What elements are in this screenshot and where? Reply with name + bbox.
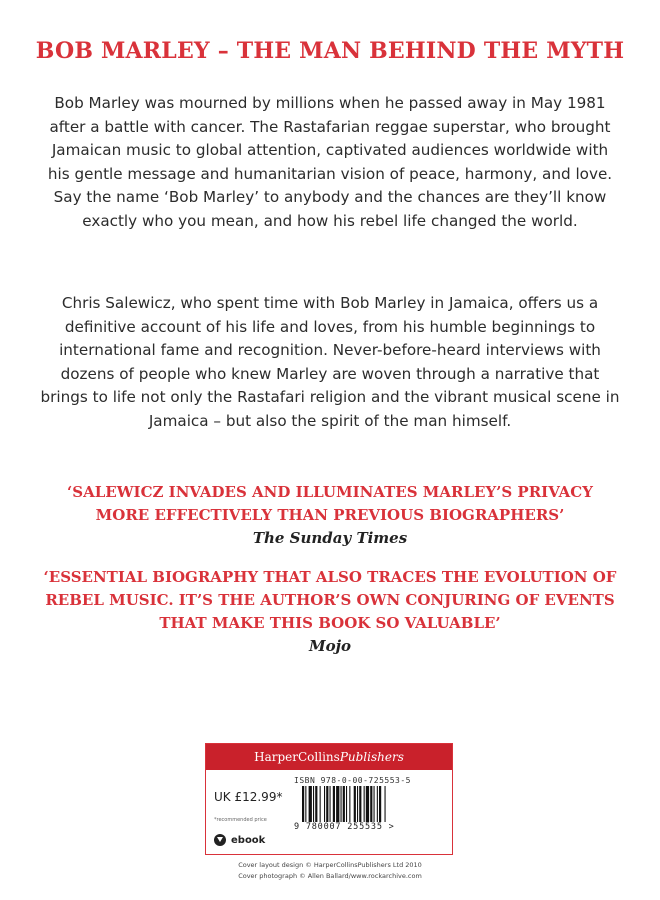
- barcode-bar: [374, 786, 375, 822]
- barcode-bar: [370, 786, 372, 822]
- isbn-text: ISBN 978-0-00-725553-5: [294, 776, 411, 785]
- barcode-bar: [364, 786, 365, 822]
- barcode-bar: [309, 786, 312, 822]
- barcode-bar: [359, 786, 361, 822]
- barcode-bar: [354, 786, 356, 822]
- barcode-bar: [313, 786, 314, 822]
- download-icon: [214, 834, 226, 846]
- barcode-bar: [305, 786, 306, 822]
- price-label: UK £12.99*: [214, 790, 283, 804]
- barcode-bar: [324, 786, 325, 822]
- price-barcode-box: [205, 743, 453, 855]
- ebook-badge: [214, 834, 265, 846]
- review-quote-1: [40, 481, 620, 550]
- barcode-bar: [330, 786, 331, 822]
- barcode-bar: [341, 786, 342, 822]
- review-quote-source: The Sunday Times: [252, 529, 408, 547]
- review-quote-source: Mojo: [308, 637, 352, 655]
- barcode-bar: [366, 786, 369, 822]
- barcode-bar: [336, 786, 339, 822]
- barcode-bar: [315, 786, 317, 822]
- barcode-bar: [343, 786, 345, 822]
- publisher-name: HarperCollins: [254, 750, 340, 764]
- back-cover-title: BOB MARLEY – THE MAN BEHIND THE MYTH: [35, 38, 625, 64]
- ebook-label: ebook: [231, 834, 266, 846]
- barcode-bar: [302, 786, 304, 822]
- barcode-bar: [385, 786, 386, 822]
- barcode-bar: [357, 786, 358, 822]
- blurb-paragraph-1: Bob Marley was mourned by millions when he passed away in May 1981 after a battle with cancer. The Rastafarian reggae superstar, who brought Jamaican music to global attention, captivated audiences worldwide with his gentle message and humanitarian vision of peace, harmony, and love. Say the name ‘Bob Marley’ to anybody and the chances are they’ll know exactly who you mean, and how his rebel life changed the world.: [47, 94, 613, 230]
- barcode-bar: [377, 786, 378, 822]
- barcode-bar: [346, 786, 347, 822]
- barcode-bar: [320, 786, 321, 822]
- credit-line: Cover photograph © Allen Ballard/www.rockarchive.com: [238, 872, 422, 880]
- barcode-bar: [326, 786, 328, 822]
- cover-credits: [0, 860, 660, 882]
- barcode-graphic: [302, 786, 442, 822]
- publisher-banner: [206, 744, 452, 770]
- blurb-paragraph-2: Chris Salewicz, who spent time with Bob Marley in Jamaica, offers us a definitive account of his life and loves, from his humble beginnings to international fame and recognition. Never-before-heard interviews with dozens of people who knew Marley are woven through a narrative that brings to life not only the Rastafari religion and the vibrant musical scene in Jamaica – but also the spirit of the man himself.: [40, 294, 620, 430]
- credit-line: Cover layout design © HarperCollinsPublishers Ltd 2010: [238, 861, 422, 869]
- publisher-name-italic: Publishers: [339, 750, 404, 764]
- barcode-bar: [349, 786, 350, 822]
- barcode-number: 9 780007 255535 >: [294, 822, 395, 832]
- review-quote-text: ‘SALEWICZ INVADES AND ILLUMINATES MARLEY’S PRIVACY MORE EFFECTIVELY THAN PREVIOUS BIOGRAPHERS’: [67, 483, 593, 524]
- review-quote-text: ‘ESSENTIAL BIOGRAPHY THAT ALSO TRACES THE EVOLUTION OF REBEL MUSIC. IT’S THE AUTHOR’S OWN CONJURING OF EVENTS THAT MAKE THIS BOOK SO VALUABLE’: [43, 568, 617, 632]
- review-quote-2: [40, 566, 620, 658]
- recommended-price-note: *recommended price: [214, 817, 267, 823]
- barcode-bar: [379, 786, 381, 822]
- barcode-bar: [333, 786, 335, 822]
